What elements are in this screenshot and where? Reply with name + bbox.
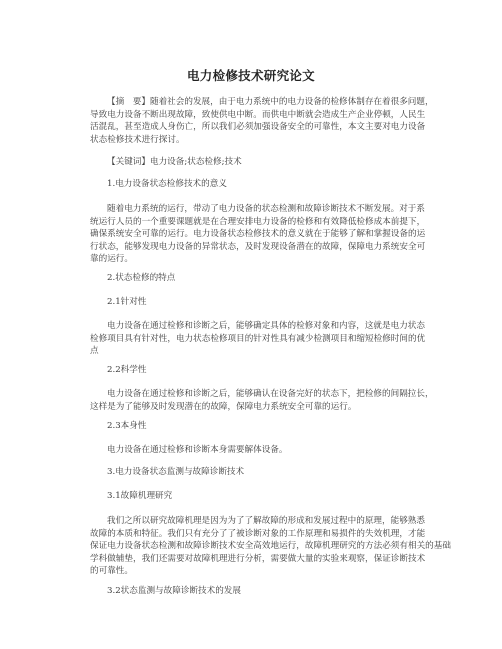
abstract-line: 活混乱，甚至造成人身伤亡，所以我们必须加强设备安全的可靠性，本文主要对电力设备 bbox=[90, 122, 426, 132]
section-3-1-line: 我们之所以研究故障机理是因为为了了解故障的形成和发展过程中的原理，能够熟悉 bbox=[107, 516, 425, 526]
section-2-1-heading: 2.1针对性 bbox=[107, 297, 147, 307]
section-2-1-line: 检修项目具有针对性，电力状态检修项目的针对性具有减少检测项目和缩短检修时间的优 bbox=[90, 333, 426, 344]
abstract-paragraph bbox=[90, 96, 434, 146]
section-3-1-line: 故障的本质和特征。我们只有充分了了被诊断对象的工作原理和易损件的失效机理，才能 bbox=[90, 528, 426, 539]
section-3-1-paragraph bbox=[90, 515, 451, 578]
abstract-line: 状态检修技术进行探讨。 bbox=[90, 134, 185, 145]
page-title: 电力检修技术研究论文 bbox=[186, 68, 315, 83]
section-2-1-line: 电力设备在通过检修和诊断之后，能够确定具体的检修对象和内容，这就是电力状态 bbox=[107, 321, 425, 331]
section-2-2-line: 这样是为了能够及时发现潜在的故障，保障电力系统安全可靠的运行。 bbox=[90, 401, 357, 412]
section-2-3-heading: 2.3本身性 bbox=[107, 421, 147, 431]
section-1-paragraph bbox=[90, 203, 426, 266]
abstract-line: 【摘 要】随着社会的发展，由于电力系统中的电力设备的检修体制存在着很多问题， bbox=[107, 97, 434, 107]
section-1-line: 靠的运行。 bbox=[90, 254, 133, 264]
section-3-heading: 3.电力设备状态监测与故障诊断技术 bbox=[107, 467, 245, 477]
section-1-line: 确保系统安全可靠的运行。电力设备状态检修技术的意义就在于能够了解和掌握设备的运 bbox=[90, 229, 426, 239]
section-2-1-line: 点 bbox=[90, 346, 99, 356]
section-3-1-line: 学科做辅垫，我们还需要对故障机理进行分析，需要做大量的实验来观察，保证诊断技术 bbox=[90, 553, 426, 564]
abstract-line: 导致电力设备不断出现故障，致使供电中断。而供电中断就会造成生产企业停顿，人民生 bbox=[90, 109, 426, 120]
section-2-3-paragraph bbox=[90, 444, 416, 457]
section-2-3-line: 电力设备在通过检修和诊断本身需要解体设备。 bbox=[107, 445, 288, 455]
section-2-1-paragraph bbox=[90, 320, 426, 358]
section-1-line: 随着电力系统的运行，带动了电力设备的状态检测和故障诊断技术不断发展。对于系 bbox=[107, 204, 425, 214]
section-2-2-heading: 2.2科学性 bbox=[107, 365, 147, 375]
section-2-2-line: 电力设备在通过检修和诊断之后，能够确认在设备完好的状态下，把检修的间隔拉长， bbox=[107, 389, 434, 399]
section-2-2-paragraph bbox=[90, 388, 434, 413]
section-3-1-line: 的可靠性。 bbox=[90, 566, 133, 576]
section-1-line: 统运行人员的一个重要课题就是在合理安排电力设备的检修和有效降低检修成本前提下， bbox=[90, 216, 426, 227]
section-2-heading: 2.状态检修的特点 bbox=[107, 273, 176, 283]
section-3-1-heading: 3.1故障机理研究 bbox=[107, 491, 173, 501]
section-1-heading: 1.电力设备状态检修技术的意义 bbox=[107, 179, 227, 189]
keywords-line: 【关键词】电力设备;状态检修;技术 bbox=[107, 157, 242, 167]
section-3-2-heading: 3.2状态监测与故障诊断技术的发展 bbox=[107, 586, 241, 596]
section-3-1-line: 保证电力设备状态检测和故障诊断技术安全高效地运行，故障机理研究的方法必须有相关的基础 bbox=[90, 541, 451, 551]
section-1-line: 行状态，能够发现电力设备的异常状态，及时发现设备潜在的故障，保障电力系统安全可 bbox=[90, 241, 426, 252]
